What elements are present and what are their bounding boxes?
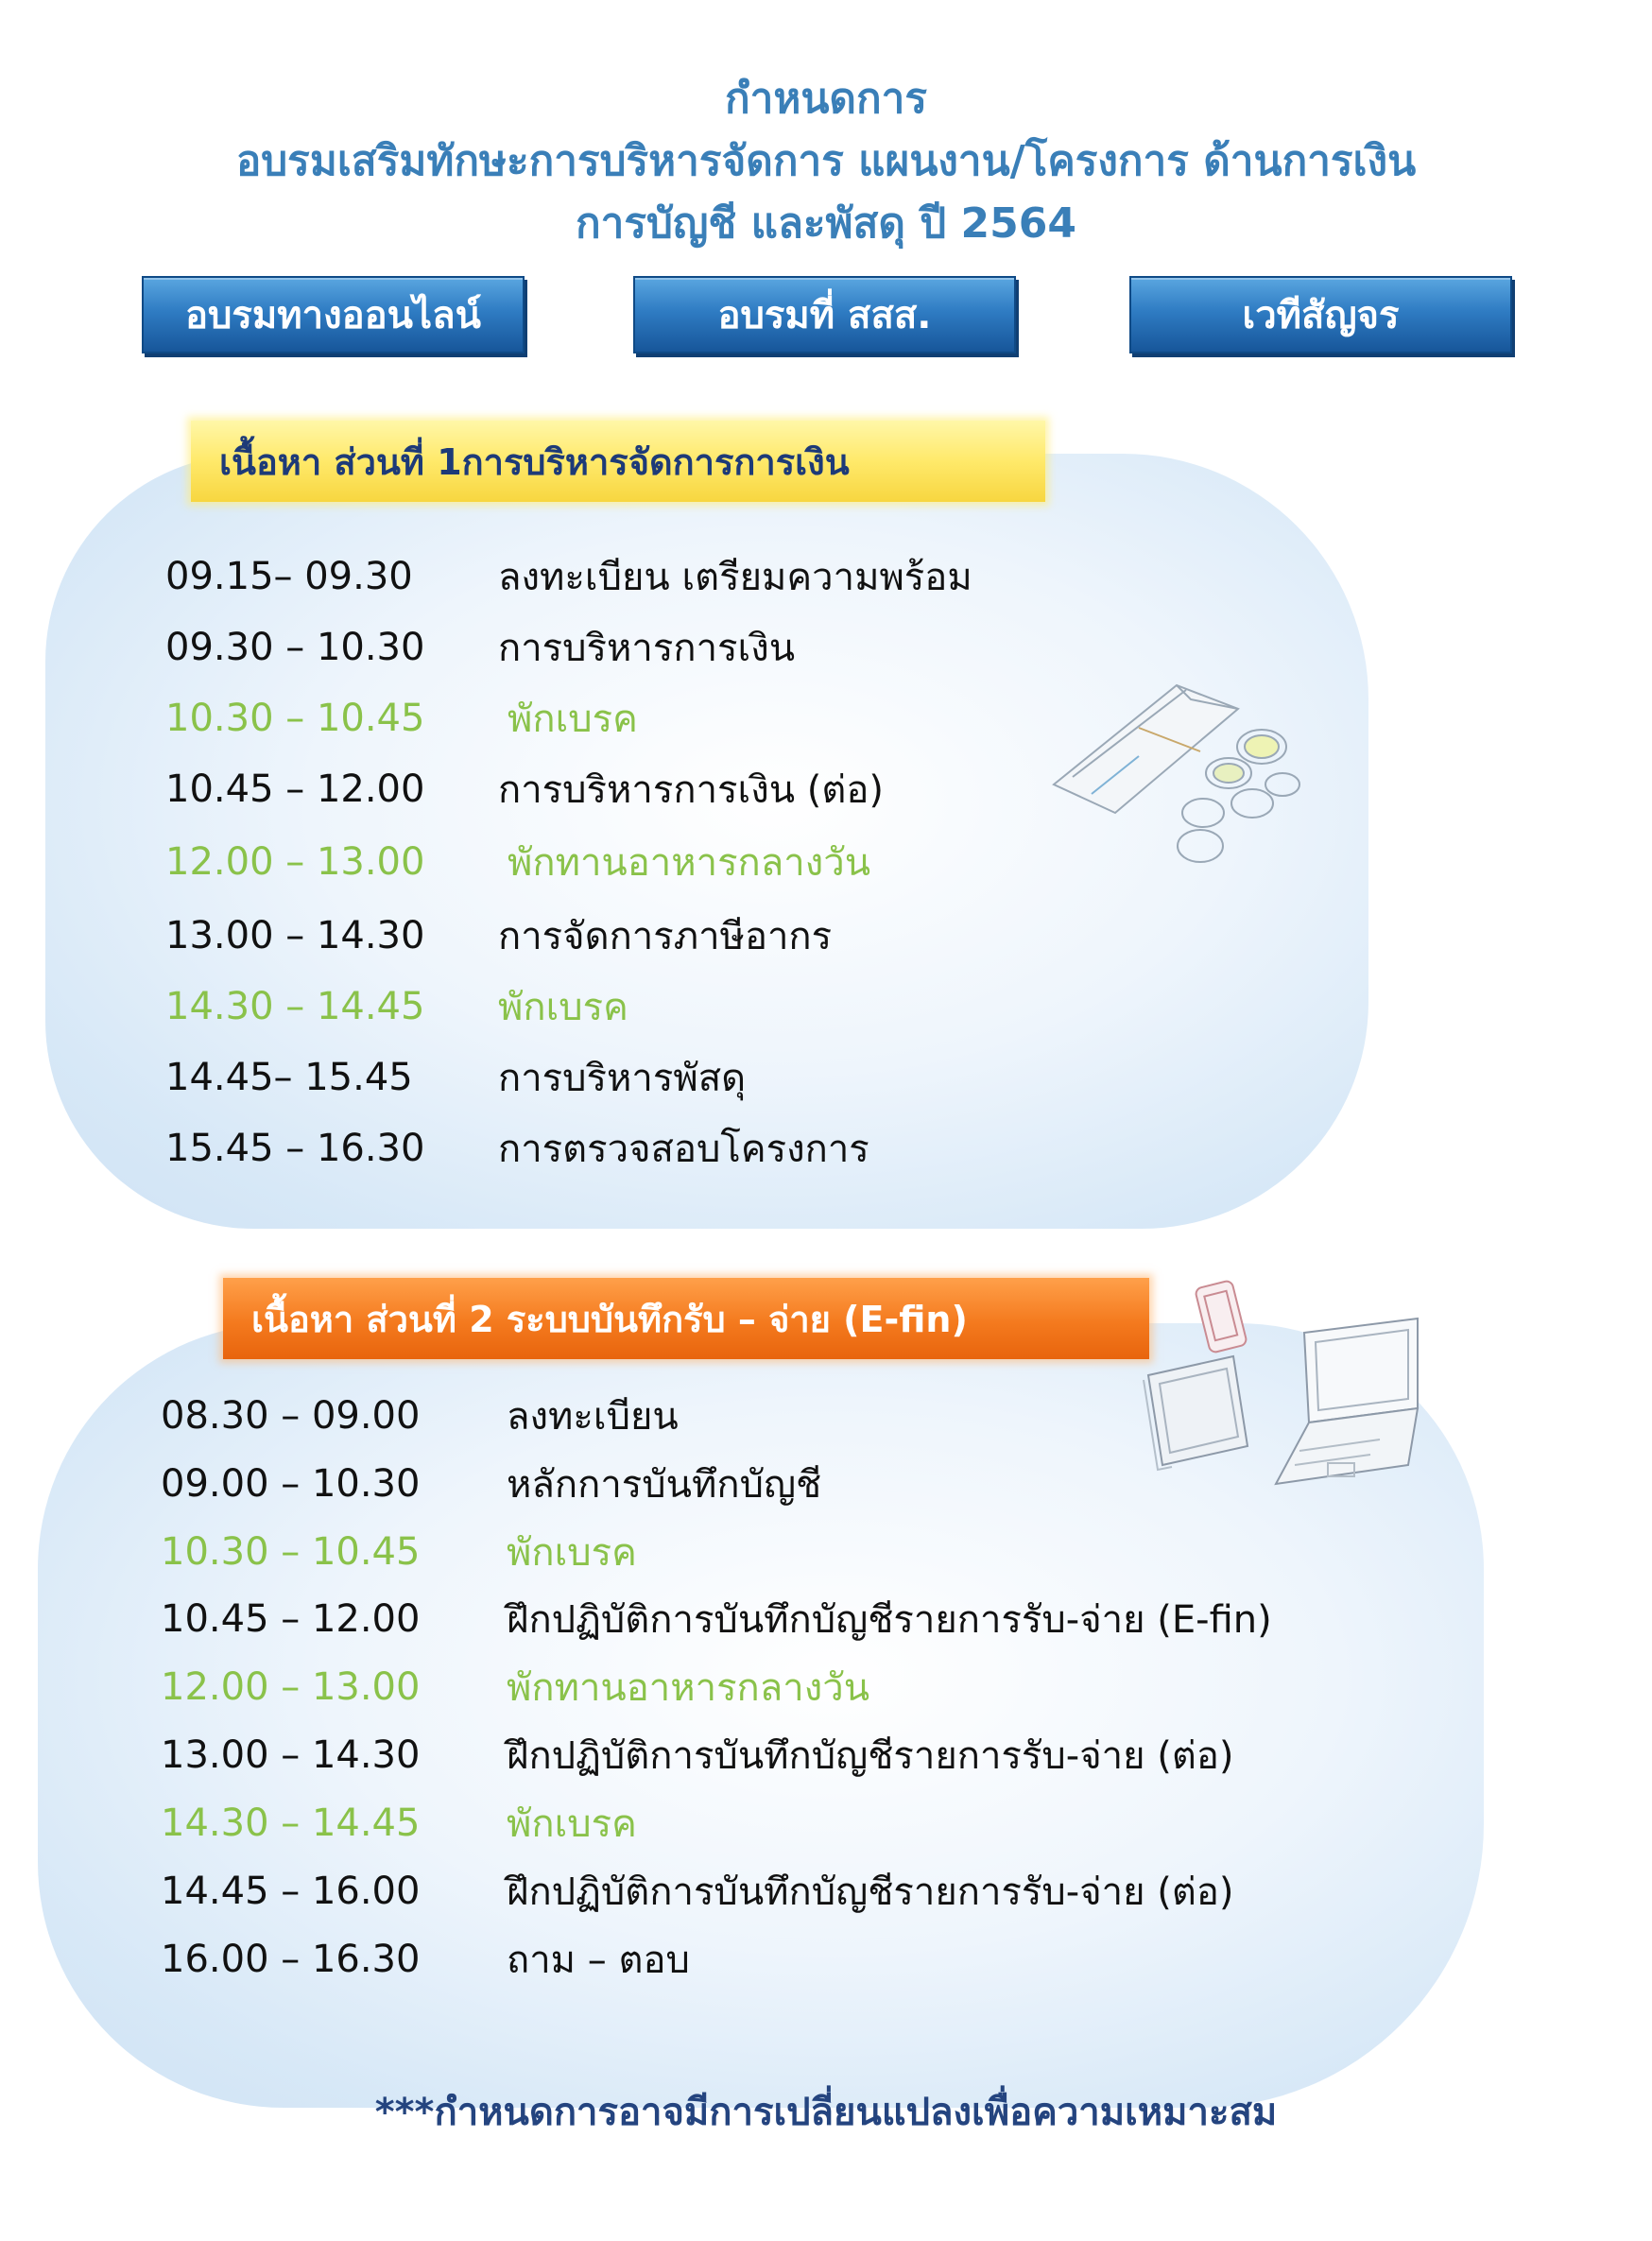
schedule-time: 14.30 – 14.45 (161, 1801, 421, 1845)
schedule-activity: พักเบรค (507, 1531, 637, 1575)
schedule-time: 15.45 – 16.30 (165, 1127, 425, 1170)
schedule-activity: ฝึกปฏิบัติการบันทึกบัญชีรายการรับ-จ่าย (ต่อ) (507, 1870, 1234, 1914)
schedule-time: 10.30 – 10.45 (165, 697, 425, 740)
schedule-activity: ฝึกปฏิบัติการบันทึกบัญชีรายการรับ-จ่าย (E-fin) (507, 1598, 1272, 1642)
schedule-time: 13.00 – 14.30 (165, 914, 425, 957)
footer-note: ***กำหนดการอาจมีการเปลี่ยนแปลงเพื่อความเหมาะสม (374, 2091, 1278, 2134)
schedule-activity: ลงทะเบียน เตรียมความพร้อม (498, 556, 972, 599)
schedule-activity: ลงทะเบียน (507, 1395, 679, 1439)
schedule-time: 16.00 – 16.30 (161, 1938, 421, 1981)
schedule-time: 08.30 – 09.00 (161, 1394, 421, 1438)
schedule-activity: การบริหารการเงิน (ต่อ) (498, 768, 884, 812)
schedule-time: 14.45 – 16.00 (161, 1870, 421, 1913)
section1-title: เนื้อหา ส่วนที่ 1การบริหารจัดการการเงิน (191, 421, 1045, 502)
schedule-time: 10.45 – 12.00 (161, 1597, 421, 1641)
page-title (0, 68, 1652, 255)
schedule-activity: พักทานอาหารกลางวัน (508, 841, 871, 885)
schedule-time: 14.30 – 14.45 (165, 985, 425, 1028)
schedule-activity: พักทานอาหารกลางวัน (507, 1666, 870, 1710)
devices-icon (1134, 1267, 1437, 1503)
schedule-time: 09.30 – 10.30 (165, 626, 425, 669)
online-training-button[interactable]: อบรมทางออนไลน์ (142, 276, 525, 353)
schedule-time: 10.45 – 12.00 (165, 767, 425, 811)
schedule-time: 13.00 – 14.30 (161, 1733, 421, 1777)
forum-button[interactable]: เวทีสัญจร (1129, 276, 1512, 353)
title-line-2: อบรมเสริมทักษะการบริหารจัดการ แผนงาน/โครงการ ด้านการเงิน (235, 137, 1417, 185)
office-training-button[interactable]: อบรมที่ สสส. (633, 276, 1016, 353)
schedule-activity: การจัดการภาษีอากร (498, 915, 833, 958)
schedule-activity: ฝึกปฏิบัติการบันทึกบัญชีรายการรับ-จ่าย (ต่อ) (507, 1734, 1234, 1778)
schedule-time: 09.15– 09.30 (165, 555, 413, 598)
coins-and-wallet-icon (1035, 662, 1318, 879)
schedule-time: 12.00 – 13.00 (161, 1665, 421, 1709)
title-line-1: กำหนดการ (725, 75, 927, 123)
schedule-activity: พักเบรค (498, 986, 628, 1029)
schedule-activity: พักเบรค (507, 1802, 637, 1846)
schedule-time: 10.30 – 10.45 (161, 1530, 421, 1574)
schedule-activity: พักเบรค (508, 698, 638, 741)
section2-title: เนื้อหา ส่วนที่ 2 ระบบบันทึกรับ – จ่าย (E-fin) (223, 1278, 1149, 1359)
schedule-time: 14.45– 15.45 (165, 1056, 413, 1099)
schedule-time: 09.00 – 10.30 (161, 1462, 421, 1506)
schedule-time: 12.00 – 13.00 (165, 840, 425, 884)
schedule-activity: หลักการบันทึกบัญชี (507, 1463, 822, 1507)
schedule-activity: การบริหารการเงิน (498, 627, 796, 670)
schedule-activity: ถาม – ตอบ (507, 1939, 690, 1982)
schedule-activity: การบริหารพัสดุ (498, 1057, 747, 1100)
schedule-activity: การตรวจสอบโครงการ (498, 1128, 869, 1171)
title-line-3: การบัญชี และพัสดุ ปี 2564 (576, 199, 1076, 248)
